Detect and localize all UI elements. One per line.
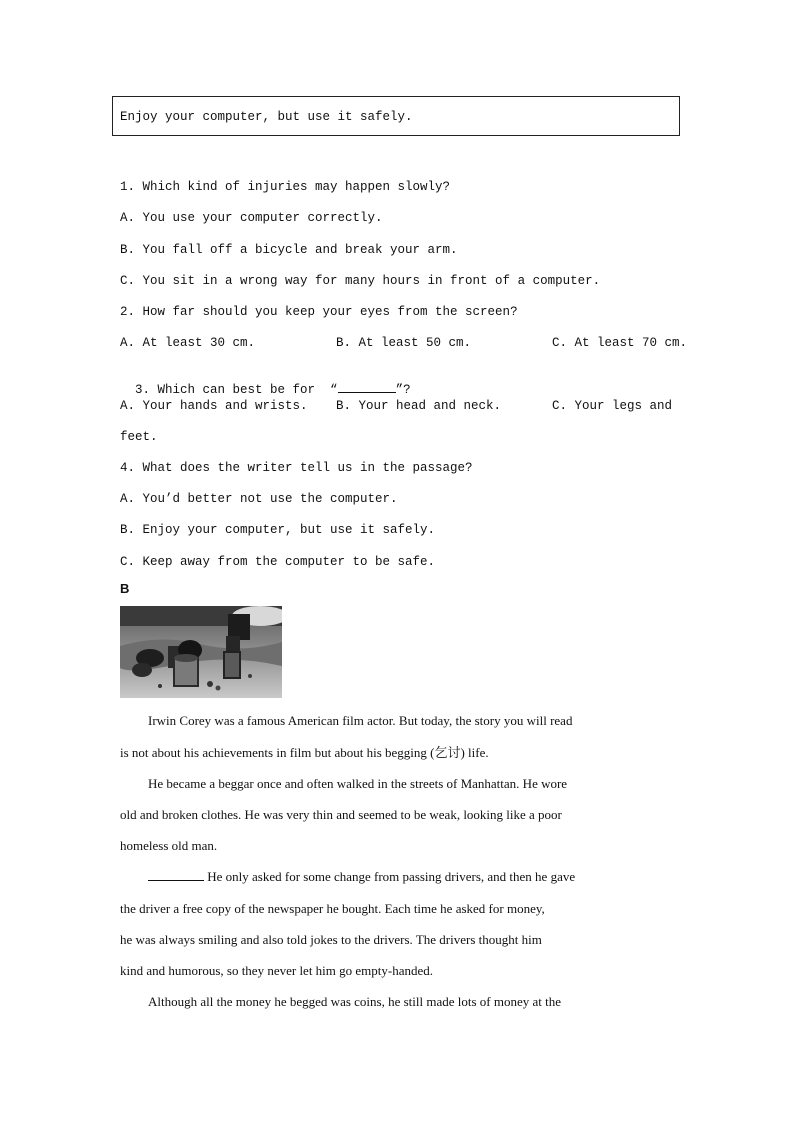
question-3-stem-suffix: ”?: [395, 383, 411, 397]
section-b-label: B: [120, 581, 130, 596]
question-2-stem: 2. How far should you keep your eyes from the screen?: [120, 305, 518, 319]
paragraph-3-line-4: kind and humorous, so they never let him go empty-handed.: [120, 963, 434, 978]
question-1-option-b: B. You fall off a bicycle and break your arm.: [120, 243, 458, 257]
question-3-option-c: C. Your legs and: [552, 399, 673, 413]
question-1-option-c: C. You sit in a wrong way for many hours in front of a computer.: [120, 274, 601, 288]
question-3-stem: [120, 366, 411, 398]
question-3-option-b: B. Your head and neck.: [336, 399, 502, 413]
paragraph-4-line-1: Although all the money he begged was coins, he still made lots of money at the: [148, 994, 562, 1009]
paragraph-3-line-2: the driver a free copy of the newspaper he bought. Each time he asked for money,: [120, 901, 545, 916]
question-3-option-a: A. Your hands and wrists.: [120, 399, 308, 413]
paragraph-2-line-2: old and broken clothes. He was very thin and seemed to be weak, looking like a poor: [120, 807, 562, 822]
paragraph-1-line-1: Irwin Corey was a famous American film actor. But today, the story you will read: [148, 713, 573, 728]
summary-box: [112, 96, 680, 136]
summary-box-text: Enjoy your computer, but use it safely.: [120, 110, 413, 124]
paragraph-2-line-3: homeless old man.: [120, 838, 218, 853]
paragraph-3-line-1-text: He only asked for some change from passing drivers, and then he gave: [204, 869, 576, 884]
question-2-option-a: A. At least 30 cm.: [120, 336, 256, 350]
beggar-photo: [120, 606, 282, 698]
question-3-blank: [338, 382, 396, 393]
question-2-option-c: C. At least 70 cm.: [552, 336, 688, 350]
question-2-option-b: B. At least 50 cm.: [336, 336, 472, 350]
question-4-stem: 4. What does the writer tell us in the passage?: [120, 461, 473, 475]
question-4-option-a: A. You’d better not use the computer.: [120, 492, 398, 506]
paragraph-2-line-1: He became a beggar once and often walked in the streets of Manhattan. He wore: [148, 776, 568, 791]
question-3-stem-prefix: 3. Which can best be for “: [135, 383, 338, 397]
paragraph-3-blank: [148, 870, 204, 881]
paragraph-3-line-3: he was always smiling and also told jokes to the drivers. The drivers thought him: [120, 932, 542, 947]
paragraph-3-line-1: [120, 869, 676, 885]
question-1-option-a: A. You use your computer correctly.: [120, 211, 383, 225]
question-1-stem: 1. Which kind of injuries may happen slowly?: [120, 180, 451, 194]
question-4-option-b: B. Enjoy your computer, but use it safely.: [120, 523, 436, 537]
question-4-option-c: C. Keep away from the computer to be safe.: [120, 555, 436, 569]
question-3-option-c-continued: feet.: [120, 430, 158, 444]
paragraph-1-line-2: is not about his achievements in film but about his begging (乞讨) life.: [120, 745, 489, 760]
